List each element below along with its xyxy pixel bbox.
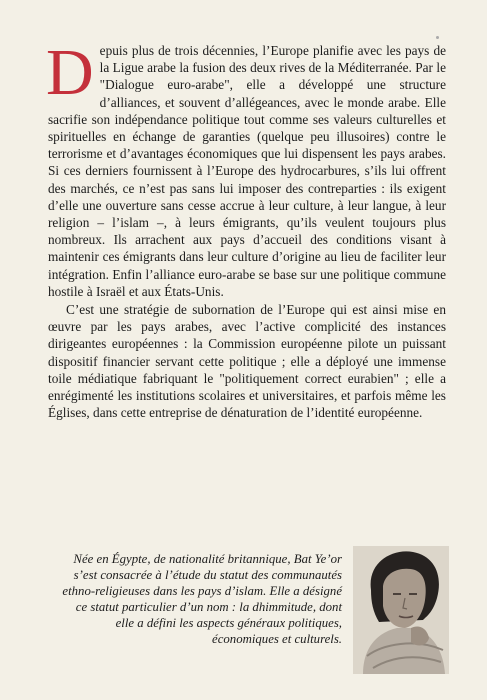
paragraph-1-text: epuis plus de trois décennies, l’Europe planifie avec les pays de la Ligue arabe la fusion des deux rives de la Méditerranée. Par le "Dialogue euro-arabe", elle a développé une structure d’alliances, et souvent d’allégeances, avec le monde arabe. Elle sacrifie son indépendance politique tout comme ses valeurs culturelles et spirituelles en échange de garanties (quelque peu illusoires) contre le terrorisme et d’avantages économiques que lui dispensent les pays arabes. Si ces derniers fournissent à l’Europe des hydrocarbures, s’ils lui offrent des marchés, ce n’est pas sans lui imposer des contreparties : ils exigent d’elle une ouverture sans cesse accrue à leur culture, à leur langue, à leur religion – l’islam –, à leurs émigrants, qu’ils veulent toujours plus nombreux. Ils arrachent aux pays d’accueil des conditions visant à maintenir ces émigrants dans leur culture d’origine au lieu de faciliter leur intégration. Enfin l’alliance euro-arabe se base sur une politique commune hostile à Israël et aux États-Unis. xyxy=(48,43,446,299)
author-bio-text: Née en Égypte, de nationalité britannique, Bat Ye’or s’est consacrée à l’étude du statut des communautés ethno-religieuses dans les pays d’islam. Elle a désigné ce statut particulier d’un nom : la dhimmitude, dont elle a défini les aspects généraux politiques, économiques et culturels. xyxy=(62,552,342,647)
paragraph-2: C’est une stratégie de subornation de l’Europe qui est ainsi mise en œuvre par les pays arabes, avec l’active complicité des instances dirigeantes européennes : la Commission européenne pilote un puissant dispositif financier servant cette politique ; elle a déployé une immense toile médiatique fabriquant le "politiquement correct eurabien" ; elle a enrégimenté les institutions scolaires et universitaires, et parfois même les Églises, dans cette entreprise de dénaturation de l’identité européenne. xyxy=(48,302,446,421)
print-speck xyxy=(436,36,439,39)
drop-cap: D xyxy=(46,36,94,109)
author-bio xyxy=(60,551,342,648)
author-photo xyxy=(353,546,449,674)
paragraph-1 xyxy=(46,36,446,300)
author-portrait-icon xyxy=(353,546,449,674)
main-text xyxy=(46,36,446,421)
